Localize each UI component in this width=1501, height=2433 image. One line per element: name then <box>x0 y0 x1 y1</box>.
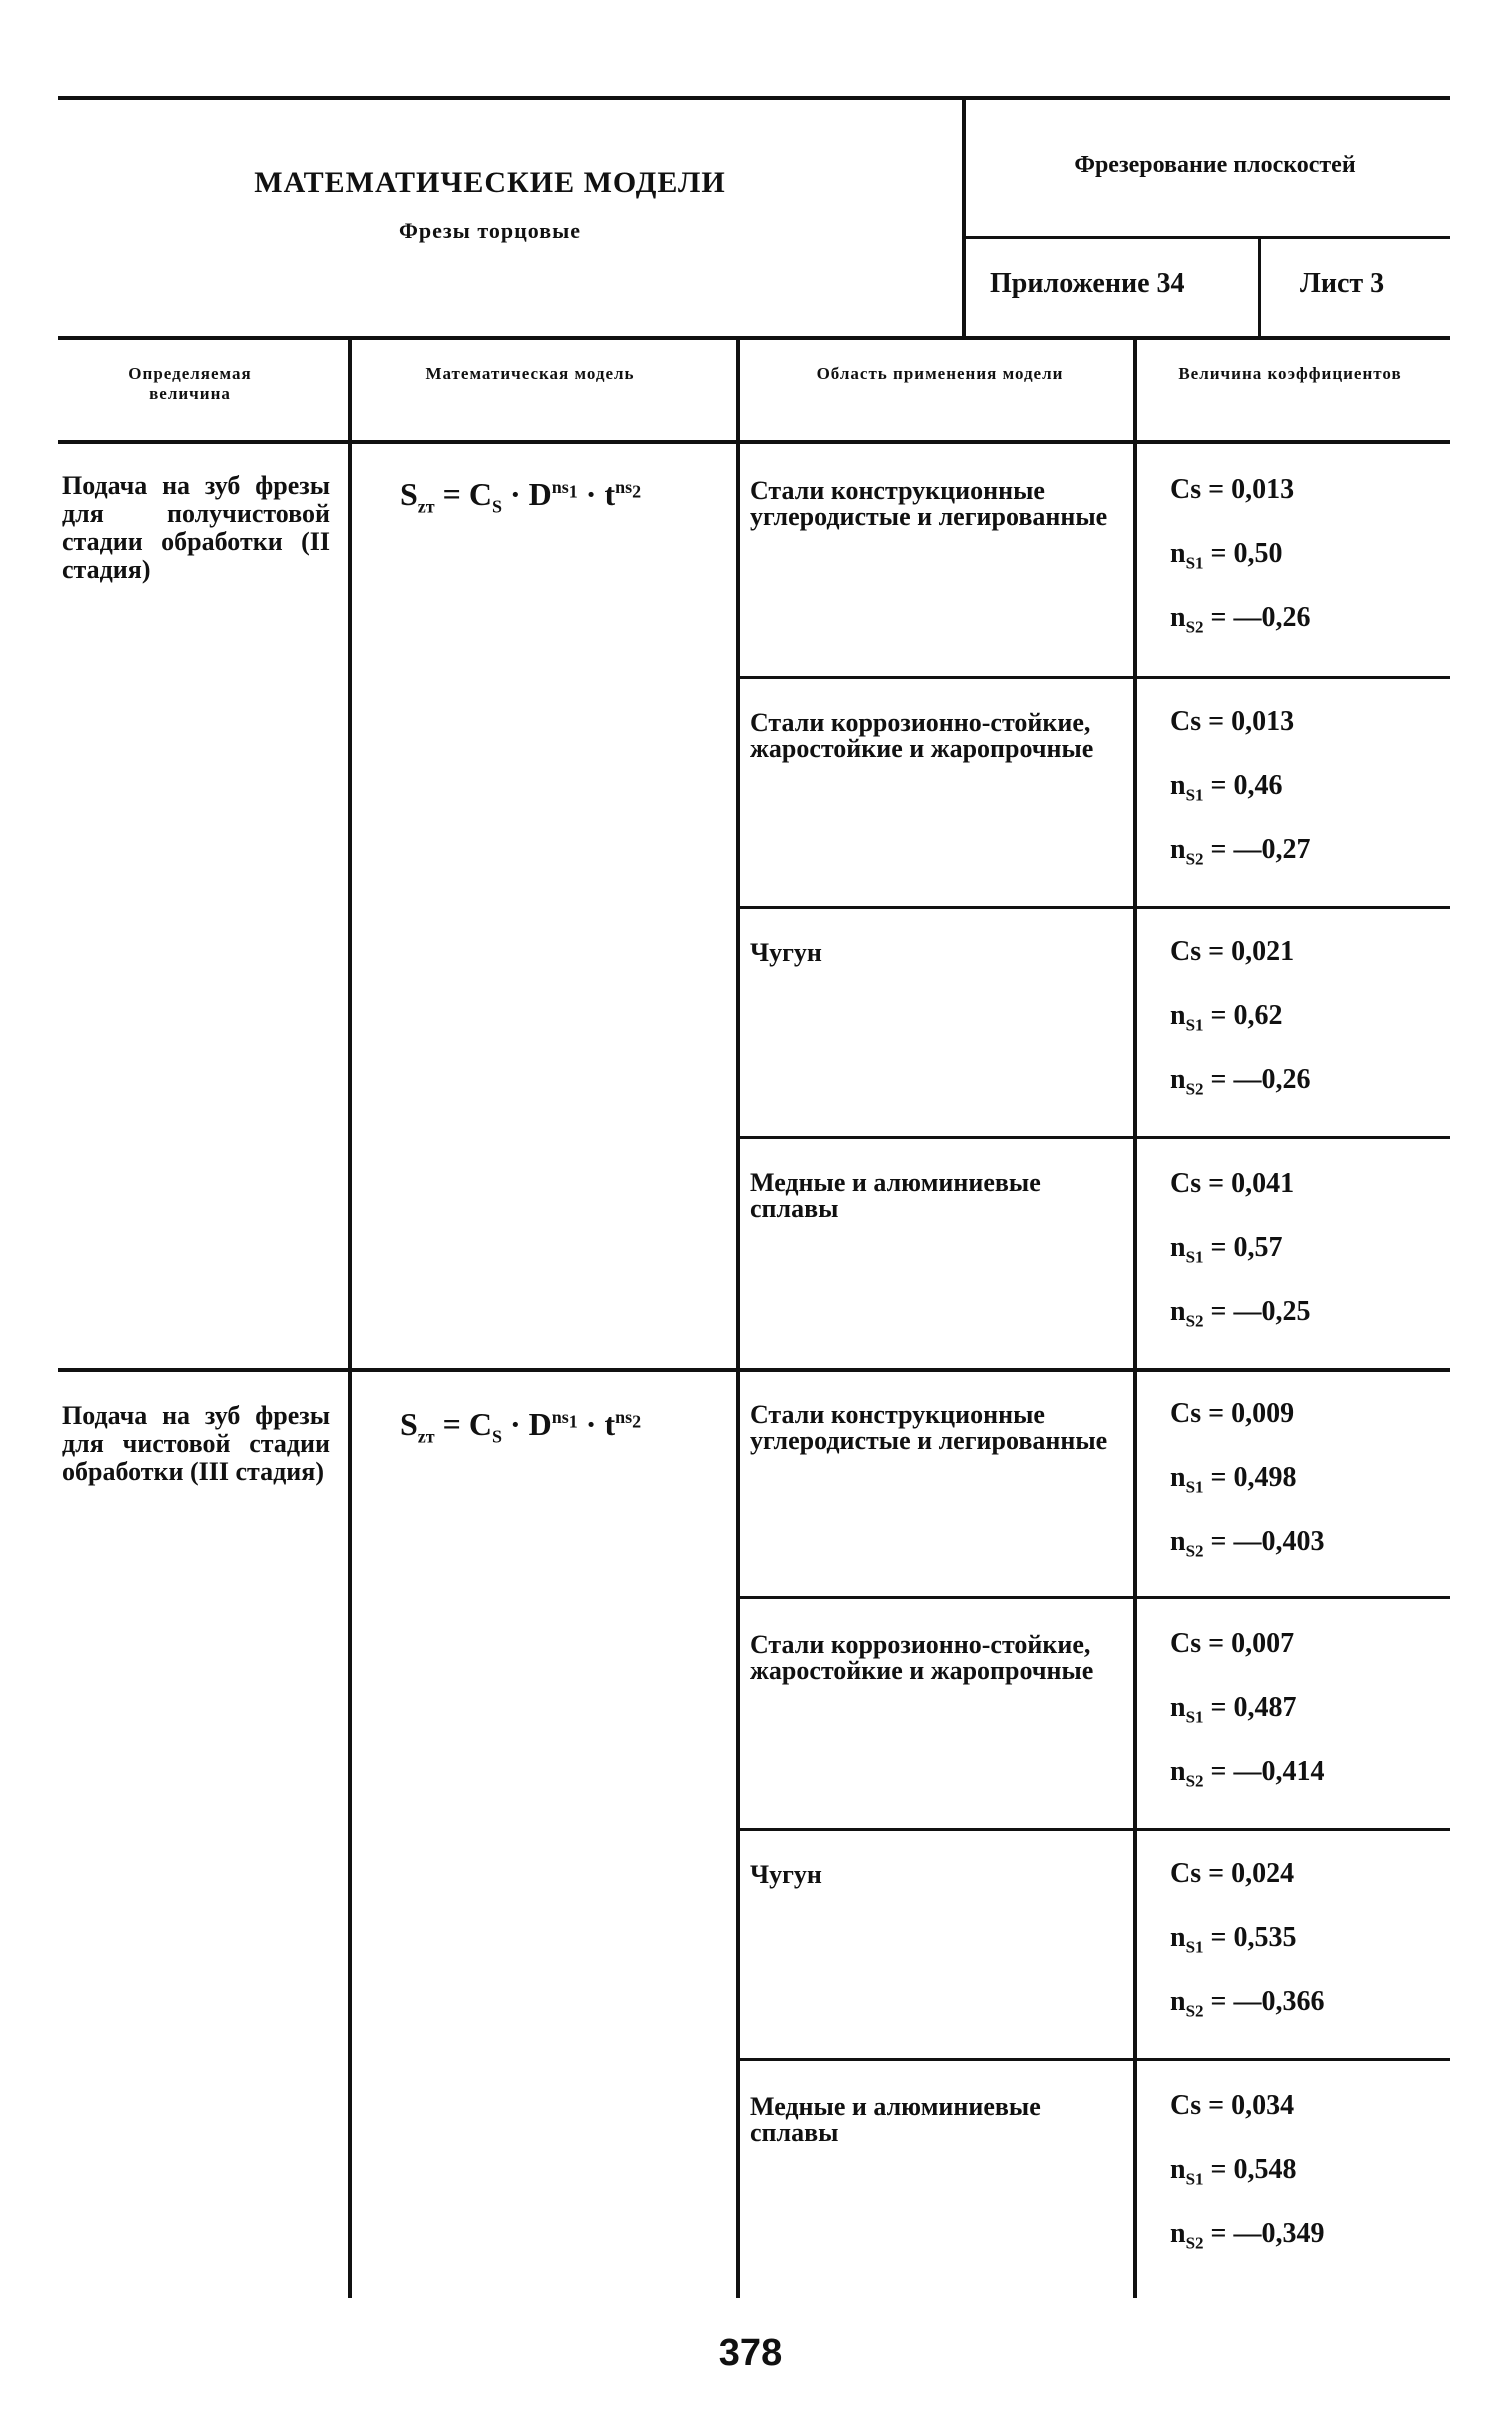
group-1-row-3-cs: Cs = 0,021 <box>1170 936 1295 967</box>
group-1-row-divider-2 <box>738 906 1450 909</box>
group-2-row-2-n2: $n_{S2}$ = —0,414 <box>1170 1756 1325 1791</box>
header-inner-rule <box>964 236 1450 239</box>
appendix-label: Приложение 34 <box>990 268 1185 299</box>
header-vertical-divider <box>962 98 966 338</box>
group-2-row-2-area: Стали коррозионно-стойкие, жаростойкие и жаропрочные <box>750 1630 1094 1685</box>
header-small-divider <box>1258 236 1261 336</box>
sheet-label: Лист 3 <box>1300 268 1385 299</box>
column-line-1 <box>348 338 352 2298</box>
group-1-row-3-n1: $n_{S1} = 0,62$ <box>1170 1000 1283 1035</box>
group-2-row-1-area: Стали конструкционные углеродистые и легированные <box>750 1400 1108 1455</box>
top-rule <box>58 96 1450 100</box>
group-1-row-divider-1 <box>738 676 1450 679</box>
group-2-row-4-n1: $n_{S1} = 0,548$ <box>1170 2154 1297 2189</box>
group-2-row-4-cs: Cs = 0,034 <box>1170 2090 1295 2121</box>
group-2-row-2-cs: Cs = 0,007 <box>1170 1628 1295 1659</box>
group-2-row-1-n2: $n_{S2}$ = —0,403 <box>1170 1526 1325 1561</box>
page-title: МАТЕМАТИЧЕСКИЕ МОДЕЛИ <box>254 166 726 199</box>
group-2-quantity: Подача на зуб фрезы для чистовой стадии обработки (III стадия) <box>62 1401 330 1486</box>
column-header-quantity: Определяемая величина <box>128 364 252 403</box>
group-1-row-2-n1: $n_{S1} = 0,46$ <box>1170 770 1283 805</box>
group-1-row-3-n2: $n_{S2}$ = —0,26 <box>1170 1064 1311 1099</box>
operation-label: Фрезерование плоскостей <box>1074 152 1356 178</box>
group-divider <box>58 1368 1450 1372</box>
group-1-row-4-area: Медные и алюминиевые сплавы <box>750 1168 1041 1223</box>
group-2-row-1-cs: Cs = 0,009 <box>1170 1398 1295 1429</box>
group-1-row-4-cs: Cs = 0,041 <box>1170 1168 1295 1199</box>
page-subtitle: Фрезы торцовые <box>398 218 582 243</box>
group-2-row-3-cs: Cs = 0,024 <box>1170 1858 1295 1889</box>
group-1-row-2-area: Стали коррозионно-стойкие, жаростойкие и жаропрочные <box>750 708 1094 763</box>
group-1-row-1-n1: $n_{S1} = 0,50$ <box>1170 538 1283 573</box>
column-header-coefficients: Величина коэффициентов <box>1178 364 1402 383</box>
group-2-row-3-area: Чугун <box>750 1860 822 1889</box>
group-1-row-1-n2: $n_{S2}$ = —0,26 <box>1170 602 1311 637</box>
column-header-rule <box>58 440 1450 444</box>
page-number: 378 <box>718 2332 783 2374</box>
group-1-row-2-n2: $n_{S2}$ = —0,27 <box>1170 834 1311 869</box>
header-bottom-rule <box>58 336 1450 340</box>
group-2-row-2-n1: $n_{S1} = 0,487$ <box>1170 1692 1297 1727</box>
column-line-3 <box>1133 338 1137 2298</box>
group-1-row-divider-3 <box>738 1136 1450 1139</box>
column-header-area: Область применения модели <box>816 364 1064 383</box>
group-2-row-divider-1 <box>738 1596 1450 1599</box>
group-1-quantity: Подача на зуб фрезы для получистовой стадии обработки (II стадия) <box>62 471 330 584</box>
group-1-row-4-n1: $n_{S1} = 0,57$ <box>1170 1232 1283 1267</box>
group-2-row-3-n2: $n_{S2}$ = —0,366 <box>1170 1986 1325 2021</box>
group-2-row-4-n2: $n_{S2}$ = —0,349 <box>1170 2218 1325 2253</box>
column-line-2 <box>736 338 740 2298</box>
group-2-row-4-area: Медные и алюминиевые сплавы <box>750 2092 1041 2147</box>
group-2-row-divider-2 <box>738 1828 1450 1831</box>
group-2-formula: $S_{zт} = C_S \cdot D^{ns_1} \cdot t^{ns_2}$ <box>400 1406 642 1447</box>
group-2-row-3-n1: $n_{S1} = 0,535$ <box>1170 1922 1297 1957</box>
group-1-formula: $S_{zт} = C_S \cdot D^{ns_1} \cdot t^{ns_2}$ <box>400 476 642 517</box>
group-1-row-4-n2: $n_{S2}$ = —0,25 <box>1170 1296 1311 1331</box>
column-header-model: Математическая модель <box>425 364 635 383</box>
group-2-row-1-n1: $n_{S1} = 0,498$ <box>1170 1462 1297 1497</box>
group-1-row-1-cs: Cs = 0,013 <box>1170 474 1295 505</box>
group-1-row-3-area: Чугун <box>750 938 822 967</box>
group-1-row-1-area: Стали конструкционные углеродистые и легированные <box>750 476 1108 531</box>
group-2-row-divider-3 <box>738 2058 1450 2061</box>
group-1-row-2-cs: Cs = 0,013 <box>1170 706 1295 737</box>
